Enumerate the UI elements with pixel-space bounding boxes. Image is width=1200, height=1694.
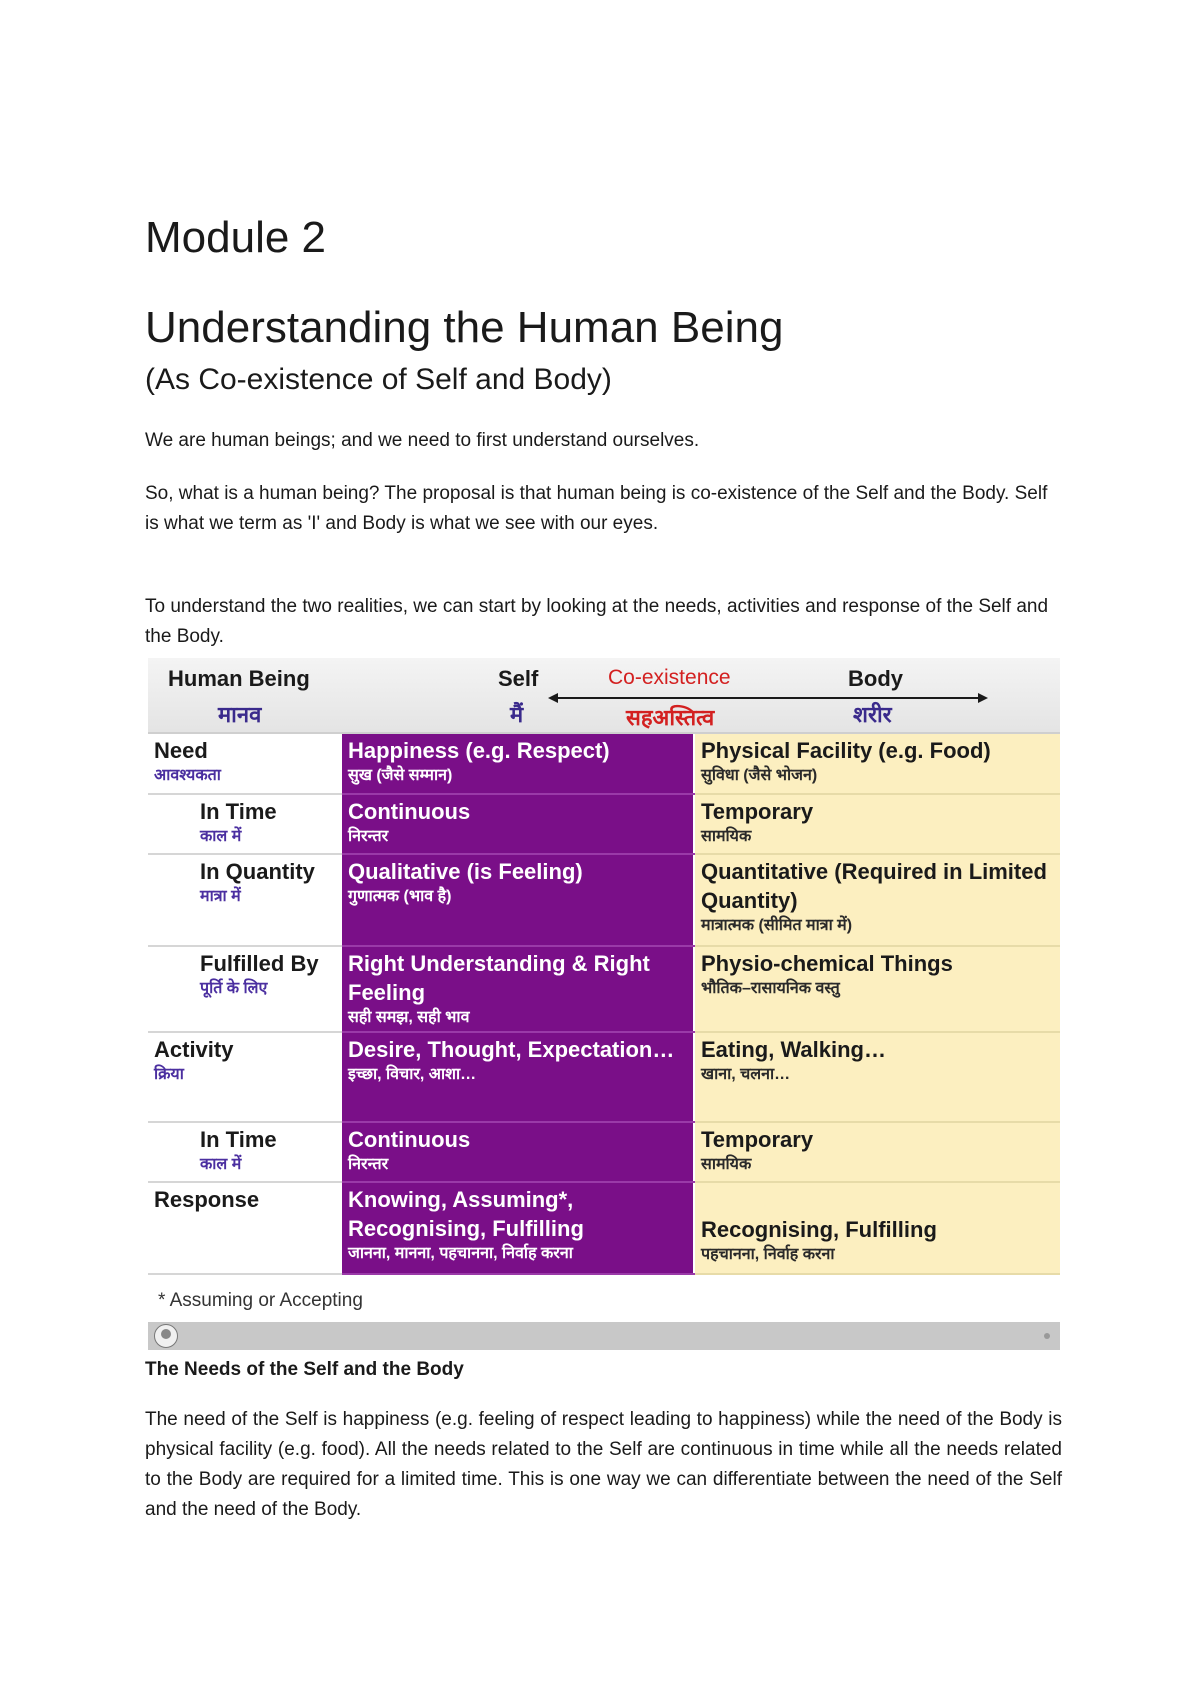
header-human-being: Human Being [168, 666, 310, 691]
table-row [148, 794, 1060, 854]
definition-paragraph: So, what is a human being? The proposal is that human being is co-existence of the Self and the Body. Self is what we term as 'I' and Body is what we see with our eyes. [145, 483, 1048, 534]
self-body-table [148, 734, 1060, 1275]
body-cell: Physical Facility (e.g. Food) सुविधा (जैसे भोजन) [694, 734, 1060, 794]
body-cell: Recognising, Fulfilling पहचानना, निर्वाह करना [694, 1182, 1060, 1274]
coexistence-label: Co-existence [608, 666, 731, 689]
body-cell: Quantitative (Required in Limited Quantity) मात्रात्मक (सीमित मात्रा में) [694, 854, 1060, 946]
table-footnote: * Assuming or Accepting [158, 1290, 363, 1311]
table-row [148, 1032, 1060, 1122]
row-label: In Quantity मात्रा में [148, 854, 341, 946]
table-row [148, 1182, 1060, 1274]
self-cell: Qualitative (is Feeling) गुणात्मक (भाव है) [341, 854, 694, 946]
self-cell: Happiness (e.g. Respect) सुख (जैसे सम्मान) [341, 734, 694, 794]
body-cell: Temporary सामयिक [694, 1122, 1060, 1182]
body-cell: Temporary सामयिक [694, 794, 1060, 854]
row-label: Activity क्रिया [148, 1032, 341, 1122]
self-cell: Right Understanding & Right Feeling सही समझ, सही भाव [341, 946, 694, 1032]
double-arrow-icon [548, 692, 988, 704]
figure-bottom-bar [148, 1322, 1060, 1350]
header-body-hindi: शरीर [853, 702, 892, 727]
self-cell: Continuous निरन्तर [341, 1122, 694, 1182]
table-row [148, 734, 1060, 794]
body-cell: Eating, Walking… खाना, चलना… [694, 1032, 1060, 1122]
avatar-icon [154, 1324, 178, 1348]
section-heading: The Needs of the Self and the Body [145, 1359, 464, 1380]
dot-icon [1044, 1333, 1050, 1339]
needs-paragraph: The need of the Self is happiness (e.g. feeling of respect leading to happiness) while the need of the Body is physical facility (e.g. food). All the needs related to the Self are continuous in time while all the needs related to the Body are required for a limited time. This is one way we can differentiate between the need of the Self and the need of the Body. [145, 1409, 1062, 1520]
header-self-hindi: मैं [510, 702, 524, 727]
intro-paragraph: We are human beings; and we need to first understand ourselves. [145, 430, 700, 451]
page-subtitle: (As Co-existence of Self and Body) [145, 363, 612, 396]
header-self: Self [498, 666, 539, 691]
realities-paragraph: To understand the two realities, we can start by looking at the needs, activities and response of the Self and the Body. [145, 596, 1049, 647]
row-label: In Time काल में [148, 1122, 341, 1182]
self-body-table-figure [148, 658, 1060, 1350]
module-heading: Module 2 [145, 213, 327, 262]
self-cell: Knowing, Assuming*, Recognising, Fulfilling जानना, मानना, पहचानना, निर्वाह करना [341, 1182, 694, 1274]
row-label: Fulfilled By पूर्ति के लिए [148, 946, 341, 1032]
coexistence-label-hindi: सहअस्तित्व [626, 705, 715, 730]
row-label: In Time काल में [148, 794, 341, 854]
body-cell: Physio-chemical Things भौतिक–रासायनिक वस्तु [694, 946, 1060, 1032]
row-label: Need आवश्यकता [148, 734, 341, 794]
figure-header [148, 658, 1060, 734]
self-cell: Continuous निरन्तर [341, 794, 694, 854]
table-row [148, 854, 1060, 946]
page-title: Understanding the Human Being [145, 303, 784, 352]
row-label: Response [148, 1182, 341, 1274]
self-cell: Desire, Thought, Expectation… इच्छा, विचार, आशा… [341, 1032, 694, 1122]
table-row [148, 1122, 1060, 1182]
header-human-being-hindi: मानव [218, 702, 262, 727]
header-body: Body [848, 666, 903, 691]
table-row [148, 946, 1060, 1032]
